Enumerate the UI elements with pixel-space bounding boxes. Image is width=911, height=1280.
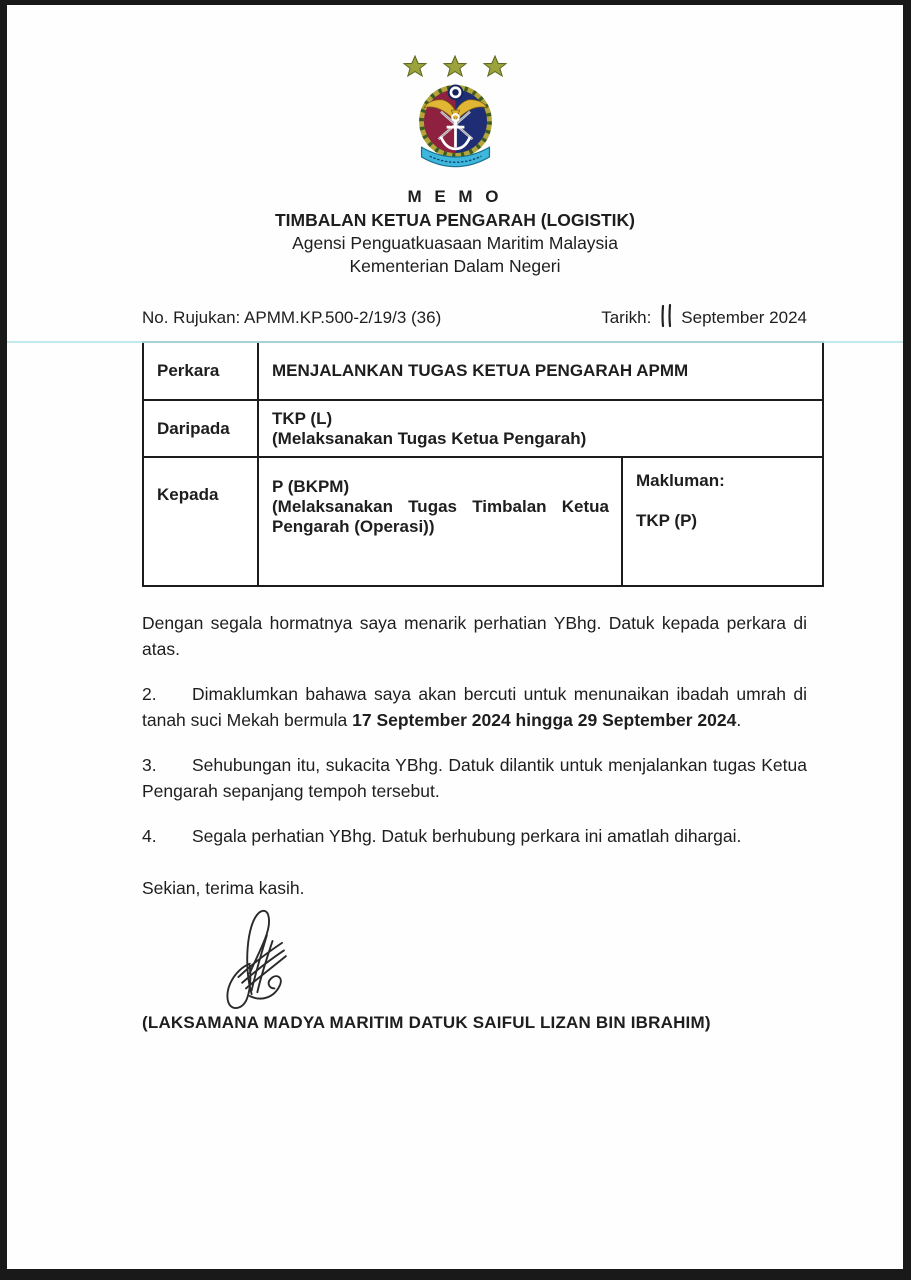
department-title: TIMBALAN KETUA PENGARAH (LOGISTIK)	[274, 210, 636, 230]
signature-icon	[210, 903, 807, 1015]
paragraph-number: 2.	[142, 684, 157, 704]
closing-line: Sekian, terima kasih.	[142, 878, 305, 898]
makluman-label: Makluman:	[636, 471, 725, 490]
agency-name: Agensi Penguatkuasaan Maritim Malaysia	[292, 233, 618, 253]
table-row-kepada	[143, 457, 823, 586]
table-row-perkara	[143, 342, 823, 400]
signatory-name: (LAKSAMANA MADYA MARITIM DATUK SAIFUL LIZAN BIN IBRAHIM)	[142, 1013, 711, 1032]
crest-block	[7, 5, 903, 178]
handwritten-date-icon	[658, 302, 674, 328]
paragraph-2: 2. Dimaklumkan bahawa saya akan bercuti untuk menunaikan ibadah umrah di tanah suci Mekah bermula 17 September 2024 hingga 29 September 2024.	[142, 681, 807, 733]
date-label: Tarikh:	[601, 308, 652, 327]
apmm-crest-icon	[7, 81, 903, 178]
daripada-label: Daripada	[143, 400, 258, 457]
scan-artifact-line	[7, 341, 903, 343]
paragraph-3: 3. Sehubungan itu, sukacita YBhg. Datuk dilantik untuk menjalankan tugas Ketua Pengarah sepanjang tempoh tersebut.	[142, 752, 807, 804]
makluman-cell	[622, 457, 823, 586]
kepada-value: P (BKPM) (Melaksanakan Tugas Timbalan Ketua Pengarah (Operasi))	[258, 457, 622, 586]
ministry-name: Kementerian Dalam Negeri	[349, 256, 561, 276]
makluman-value: TKP (P)	[636, 511, 698, 530]
perkara-label: Perkara	[143, 342, 258, 400]
memo-title: M E M O	[407, 187, 503, 206]
memo-routing-table	[142, 341, 824, 587]
daripada-value: TKP (L) (Melaksanakan Tugas Ketua Pengarah)	[258, 400, 823, 457]
table-row-daripada	[143, 400, 823, 457]
perkara-value: MENJALANKAN TUGAS KETUA PENGARAH APMM	[258, 342, 823, 400]
reference-number: No. Rujukan: APMM.KP.500-2/19/3 (36)	[142, 308, 442, 327]
date-value: September 2024	[681, 308, 807, 327]
rank-stars-icon	[7, 53, 903, 79]
date-group	[601, 302, 807, 328]
paragraph-4: 4. Segala perhatian YBhg. Datuk berhubung perkara ini amatlah dihargai.	[142, 823, 807, 849]
reference-row	[142, 302, 807, 328]
kepada-label: Kepada	[143, 457, 258, 586]
paragraph-1: Dengan segala hormatnya saya menarik perhatian YBhg. Datuk kepada perkara di atas.	[142, 613, 807, 659]
paragraph-number: 3.	[142, 755, 157, 775]
paragraph-number: 4.	[142, 826, 157, 846]
